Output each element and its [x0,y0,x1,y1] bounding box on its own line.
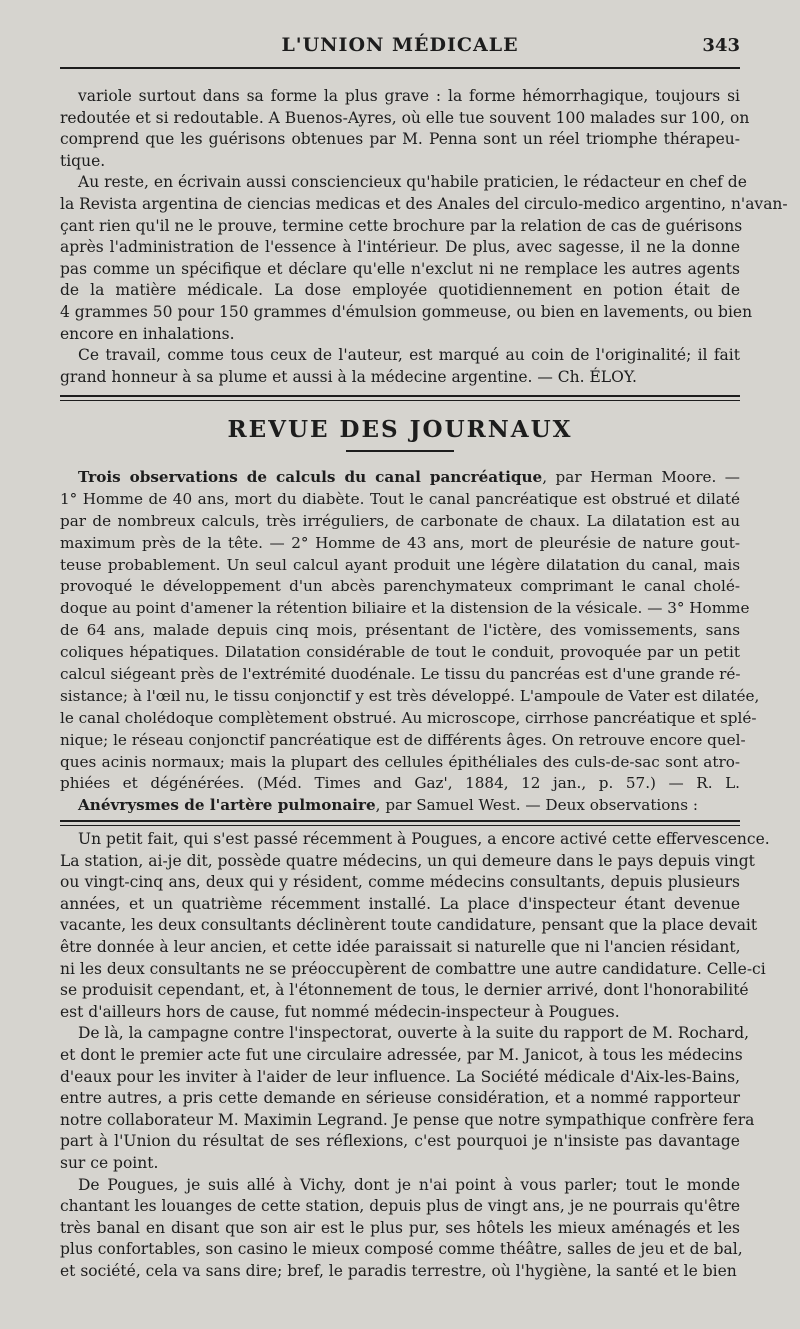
article-heading [60,795,740,817]
section-title-underline [346,450,454,452]
feuilleton-rule-bottom [60,825,740,826]
text-line: pas comme un spécifique et déclare qu'elle n'exclut ni ne remplace les autres agents [60,259,740,278]
text-line: est d'ailleurs hors de cause, fut nommé médecin-inspecteur à Pougues. [60,1002,620,1021]
text-line: ni les deux consultants ne se préoccupèrent de combattre une autre candidature. Celle-ci [60,959,766,978]
text-line: phiées et dégénérées. (Méd. Times and Gaz', 1884, 12 jan., p. 57.) — R. L. [60,774,740,793]
text-line: sistance; à l'œil nu, le tissu conjonctif y est très développé. L'ampoule de Vater est dilatée, [60,686,760,705]
journal-review-block [60,467,760,817]
text-line: et dont le premier acte fut une circulaire adressée, par M. Janicot, à tous les médecins [60,1045,743,1064]
text-line: teuse probablement. Un seul calcul ayant produit une légère dilatation du canal, mais [60,555,740,574]
article-byline: , par Herman Moore. — [542,468,740,486]
text-line: Ce travail, comme tous ceux de l'auteur, est marqué au coin de l'originalité; il fait [78,346,740,365]
section-title: REVUE DES JOURNAUX [227,416,573,443]
text-line: comprend que les guérisons obtenues par M. Penna sont un réel triomphe thérapeu- [60,130,740,149]
text-line: ques acinis normaux; mais la plupart des cellules épithéliales des culs-de-sac sont atro- [60,752,740,771]
text-line: de 64 ans, malade depuis cinq mois, présentant de l'ictère, des vomissements, sans [60,621,740,640]
text-line: être donnée à leur ancien, et cette idée paraissait si naturelle que ni l'ancien résidant, [60,937,741,956]
article-heading [60,467,740,489]
text-line: de la matière médicale. La dose employée quotidiennement en potion était de [60,281,740,300]
text-line: ou vingt-cinq ans, deux qui y résident, comme médecins consultants, depuis plusieurs [60,873,740,892]
header-rule [60,67,740,69]
article-title: Trois observations de calculs du canal pancréatique [78,468,543,486]
text-line: chantant les louanges de cette station, depuis plus de vingt ans, je ne pourrais qu'être [60,1197,740,1216]
text-line: vacante, les deux consultants déclinèrent toute candidature, pensant que la place devait [60,916,758,935]
text-line: la Revista argentina de ciencias medicas et des Anales del circulo-medico argentino, n'avan- [60,194,788,213]
text-line: 1° Homme de 40 ans, mort du diabète. Tout le canal pancréatique est obstrué et dilaté [60,489,740,508]
text-line: très banal en disant que son air est le plus pur, ses hôtels les mieux aménagés et les [60,1218,740,1237]
text-line: nique; le réseau conjonctif pancréatique est de différents âges. On retrouve encore quel- [60,730,746,749]
text-line: après l'administration de l'essence à l'intérieur. De plus, avec sagesse, il ne la donne [60,238,740,257]
page-number: 343 [702,35,740,56]
article-title: Anévrysmes de l'artère pulmonaire [78,796,376,815]
text-line: doque au point d'amener la rétention biliaire et la distension de la vésicale. — 3° Homme [60,599,750,618]
text-line: par de nombreux calculs, très irréguliers, de carbonate de chaux. La dilatation est au [60,511,740,530]
text-line: 4 grammes 50 pour 150 grammes d'émulsion gommeuse, ou bien en lavements, ou bien [60,302,753,321]
text-line: d'eaux pour les inviter à l'aider de leur influence. La Société médicale d'Aix-les-Bains, [60,1067,740,1086]
feuilleton-rule-top [60,820,740,822]
text-line: part à l'Union du résultat de ses réflexions, c'est pourquoi je n'insiste pas davantage [60,1132,740,1151]
text-line: provoqué le développement d'un abcès parenchymateux comprimant le canal cholé- [60,577,740,596]
text-line: redoutée et si redoutable. A Buenos-Ayres, où elle tue souvent 100 malades sur 100, on [60,108,750,127]
text-line: Au reste, en écrivain aussi consciencieux qu'habile praticien, le rédacteur en chef de [78,173,747,192]
running-header [60,34,740,64]
text-line: plus confortables, son casino le mieux composé comme théâtre, salles de jeu et de bal, [60,1240,743,1259]
feuilleton-block [60,829,770,1282]
text-line: sur ce point. [60,1153,159,1172]
top-text-block [60,86,788,388]
text-line: maximum près de la tête. — 2° Homme de 43 ans, mort de pleurésie de nature gout- [60,533,740,552]
text-line: grand honneur à sa plume et aussi à la médecine argentine. — Ch. ÉLOY. [60,367,637,386]
text-line: tique. [60,151,106,170]
journal-title: L'UNION MÉDICALE [281,34,519,56]
text-line: La station, ai-je dit, possède quatre médecins, un qui demeure dans le pays depuis vingt [60,851,755,870]
article-byline: , par Samuel West. — Deux observations : [375,796,698,815]
text-line: et société, cela va sans dire; bref, le paradis terrestre, où l'hygiène, la santé et le bien [60,1261,737,1280]
text-line: coliques hépatiques. Dilatation considérable de tout le conduit, provoquée par un petit [60,643,740,662]
text-line: années, et un quatrième récemment installé. La place d'inspecteur étant devenue [60,894,740,913]
text-line: le canal cholédoque complètement obstrué. Au microscope, cirrhose pancréatique et splé- [60,708,757,727]
section-rule-top [60,395,740,397]
text-line: encore en inhalations. [60,324,235,343]
text-line: notre collaborateur M. Maximin Legrand. Je pense que notre sympathique confrère fera [60,1110,755,1129]
text-line: calcul siégeant près de l'extrémité duodénale. Le tissu du pancréas est d'une grande ré- [60,665,741,684]
text-line: variole surtout dans sa forme la plus grave : la forme hémorrhagique, toujours si [78,87,740,105]
text-line: entre autres, a pris cette demande en sérieuse considération, et a nommé rapporteur [60,1089,740,1108]
article-body [60,489,760,795]
text-line: Un petit fait, qui s'est passé récemment à Pougues, a encore activé cette effervescence. [78,830,770,848]
text-line: çant rien qu'il ne le prouve, termine cette brochure par la relation de cas de guérisons [60,216,743,235]
section-rule-bottom [60,400,740,401]
text-line: se produisit cependant, et, à l'étonnement de tous, le dernier arrivé, dont l'honorabilité [60,981,749,1000]
text-line: De Pougues, je suis allé à Vichy, dont je n'ai point à vous parler; tout le monde [78,1175,740,1194]
text-line: De là, la campagne contre l'inspectorat, ouverte à la suite du rapport de M. Rochard, [78,1024,750,1043]
